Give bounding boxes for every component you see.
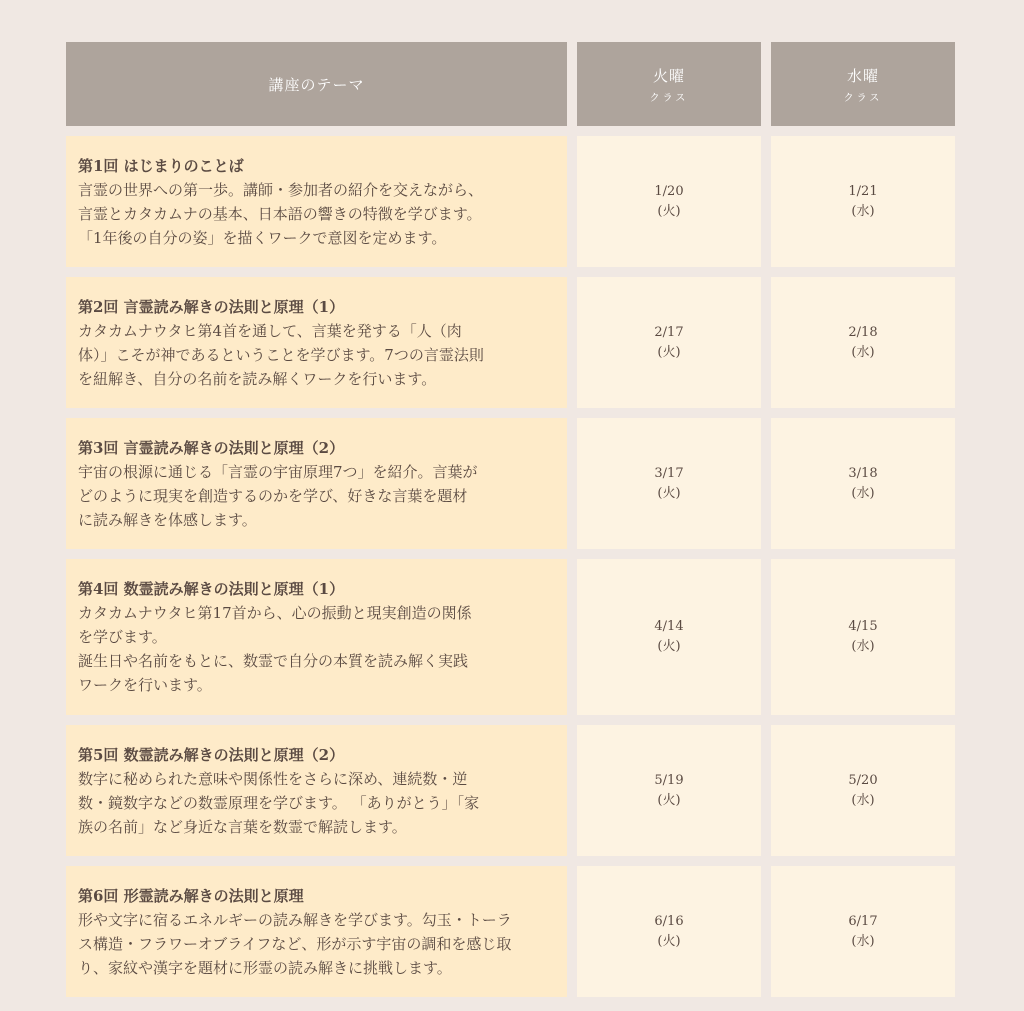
session-weekday: (水) bbox=[851, 203, 875, 219]
header-wednesday-sub: クラス bbox=[843, 92, 883, 104]
session-2-tuesday bbox=[577, 277, 761, 408]
session-date: 5/19 bbox=[654, 772, 684, 788]
session-date: 3/17 bbox=[654, 465, 684, 481]
session-description: 宇宙の根源に通じる「言霊の宇宙原理7つ」を紹介。言葉が どのように現実を創造するのかを学び、好きな言葉を題材 に読み解きを体感します。 bbox=[78, 462, 478, 529]
header-wednesday-label: 水曜 bbox=[846, 66, 879, 85]
session-description: 形や文字に宿るエネルギーの読み解きを学びます。勾玉・トーラ ス構造・フラワーオブライフなど、形が示す宇宙の調和を感じ取 り、家紋や漢字を題材に形霊の読み解きに挑戦します。 bbox=[78, 910, 512, 977]
session-4-wednesday bbox=[771, 559, 955, 715]
header-theme-label: 講座のテーマ bbox=[268, 75, 365, 94]
session-date: 6/17 bbox=[848, 913, 878, 929]
session-title: 第2回 言霊読み解きの法則と原理（1） bbox=[78, 297, 345, 316]
session-weekday: (火) bbox=[657, 639, 681, 654]
session-weekday: (水) bbox=[851, 485, 875, 501]
session-weekday: (火) bbox=[657, 933, 681, 949]
session-4-tuesday bbox=[577, 559, 761, 715]
session-date: 1/21 bbox=[848, 183, 878, 199]
header-tuesday-label: 火曜 bbox=[652, 66, 685, 85]
session-description: 言霊の世界への第一歩。講師・参加者の紹介を交えながら、 言霊とカタカムナの基本、日本語の響きの特徴を学びます。 「1年後の自分の姿」を描くワークで意図を定めます。 bbox=[78, 180, 484, 247]
session-description: カタカムナウタヒ第17首から、心の振動と現実創造の関係 を学びます。 誕生日や名前をもとに、数霊で自分の本質を読み解く実践 ワークを行います。 bbox=[78, 604, 472, 694]
session-1-tuesday bbox=[577, 136, 761, 267]
session-3-tuesday bbox=[577, 418, 761, 549]
session-title: 第3回 言霊読み解きの法則と原理（2） bbox=[78, 438, 345, 457]
session-date: 5/20 bbox=[848, 772, 878, 788]
session-weekday: (火) bbox=[657, 485, 681, 501]
session-weekday: (火) bbox=[657, 344, 681, 360]
header-theme bbox=[66, 42, 567, 126]
session-1-theme bbox=[66, 136, 567, 267]
session-description: 数字に秘められた意味や関係性をさらに深め、連続数・逆 数・鏡数字などの数霊原理を学びます。 「ありがとう」「家 族の名前」など身近な言葉を数霊で解読します。 bbox=[78, 769, 480, 836]
session-6-tuesday bbox=[577, 866, 761, 997]
session-date: 2/18 bbox=[848, 324, 878, 340]
session-description: カタカムナウタヒ第4首を通して、言葉を発する「人（肉 体）」こそが神であるということを学びます。7つの言霊法則 を紐解き、自分の名前を読み解くワークを行います。 bbox=[78, 321, 484, 388]
session-weekday: (水) bbox=[851, 792, 875, 808]
session-3-wednesday bbox=[771, 418, 955, 549]
session-4-theme bbox=[66, 559, 567, 715]
schedule-table bbox=[66, 42, 955, 1007]
session-date: 6/16 bbox=[654, 913, 684, 929]
session-1-wednesday bbox=[771, 136, 955, 267]
session-weekday: (水) bbox=[851, 344, 875, 360]
session-weekday: (火) bbox=[657, 203, 681, 219]
session-title: 第4回 数霊読み解きの法則と原理（1） bbox=[78, 580, 345, 598]
session-date: 4/15 bbox=[848, 619, 878, 634]
header-tuesday-sub: クラス bbox=[649, 92, 689, 104]
session-5-wednesday bbox=[771, 725, 955, 856]
session-5-theme bbox=[66, 725, 567, 856]
session-date: 2/17 bbox=[654, 324, 684, 340]
session-weekday: (水) bbox=[851, 639, 875, 654]
session-2-wednesday bbox=[771, 277, 955, 408]
session-date: 3/18 bbox=[848, 465, 878, 481]
session-date: 4/14 bbox=[654, 619, 684, 634]
session-date: 1/20 bbox=[654, 183, 684, 199]
session-2-theme bbox=[66, 277, 567, 408]
header-tuesday bbox=[577, 42, 761, 126]
session-weekday: (火) bbox=[657, 792, 681, 808]
session-title: 第1回 はじまりのことば bbox=[78, 156, 244, 175]
session-3-theme bbox=[66, 418, 567, 549]
session-5-tuesday bbox=[577, 725, 761, 856]
session-6-theme bbox=[66, 866, 567, 997]
session-weekday: (水) bbox=[851, 933, 875, 949]
header-wednesday bbox=[771, 42, 955, 126]
session-title: 第5回 数霊読み解きの法則と原理（2） bbox=[78, 745, 345, 764]
session-title: 第6回 形霊読み解きの法則と原理 bbox=[78, 886, 304, 905]
session-6-wednesday bbox=[771, 866, 955, 997]
